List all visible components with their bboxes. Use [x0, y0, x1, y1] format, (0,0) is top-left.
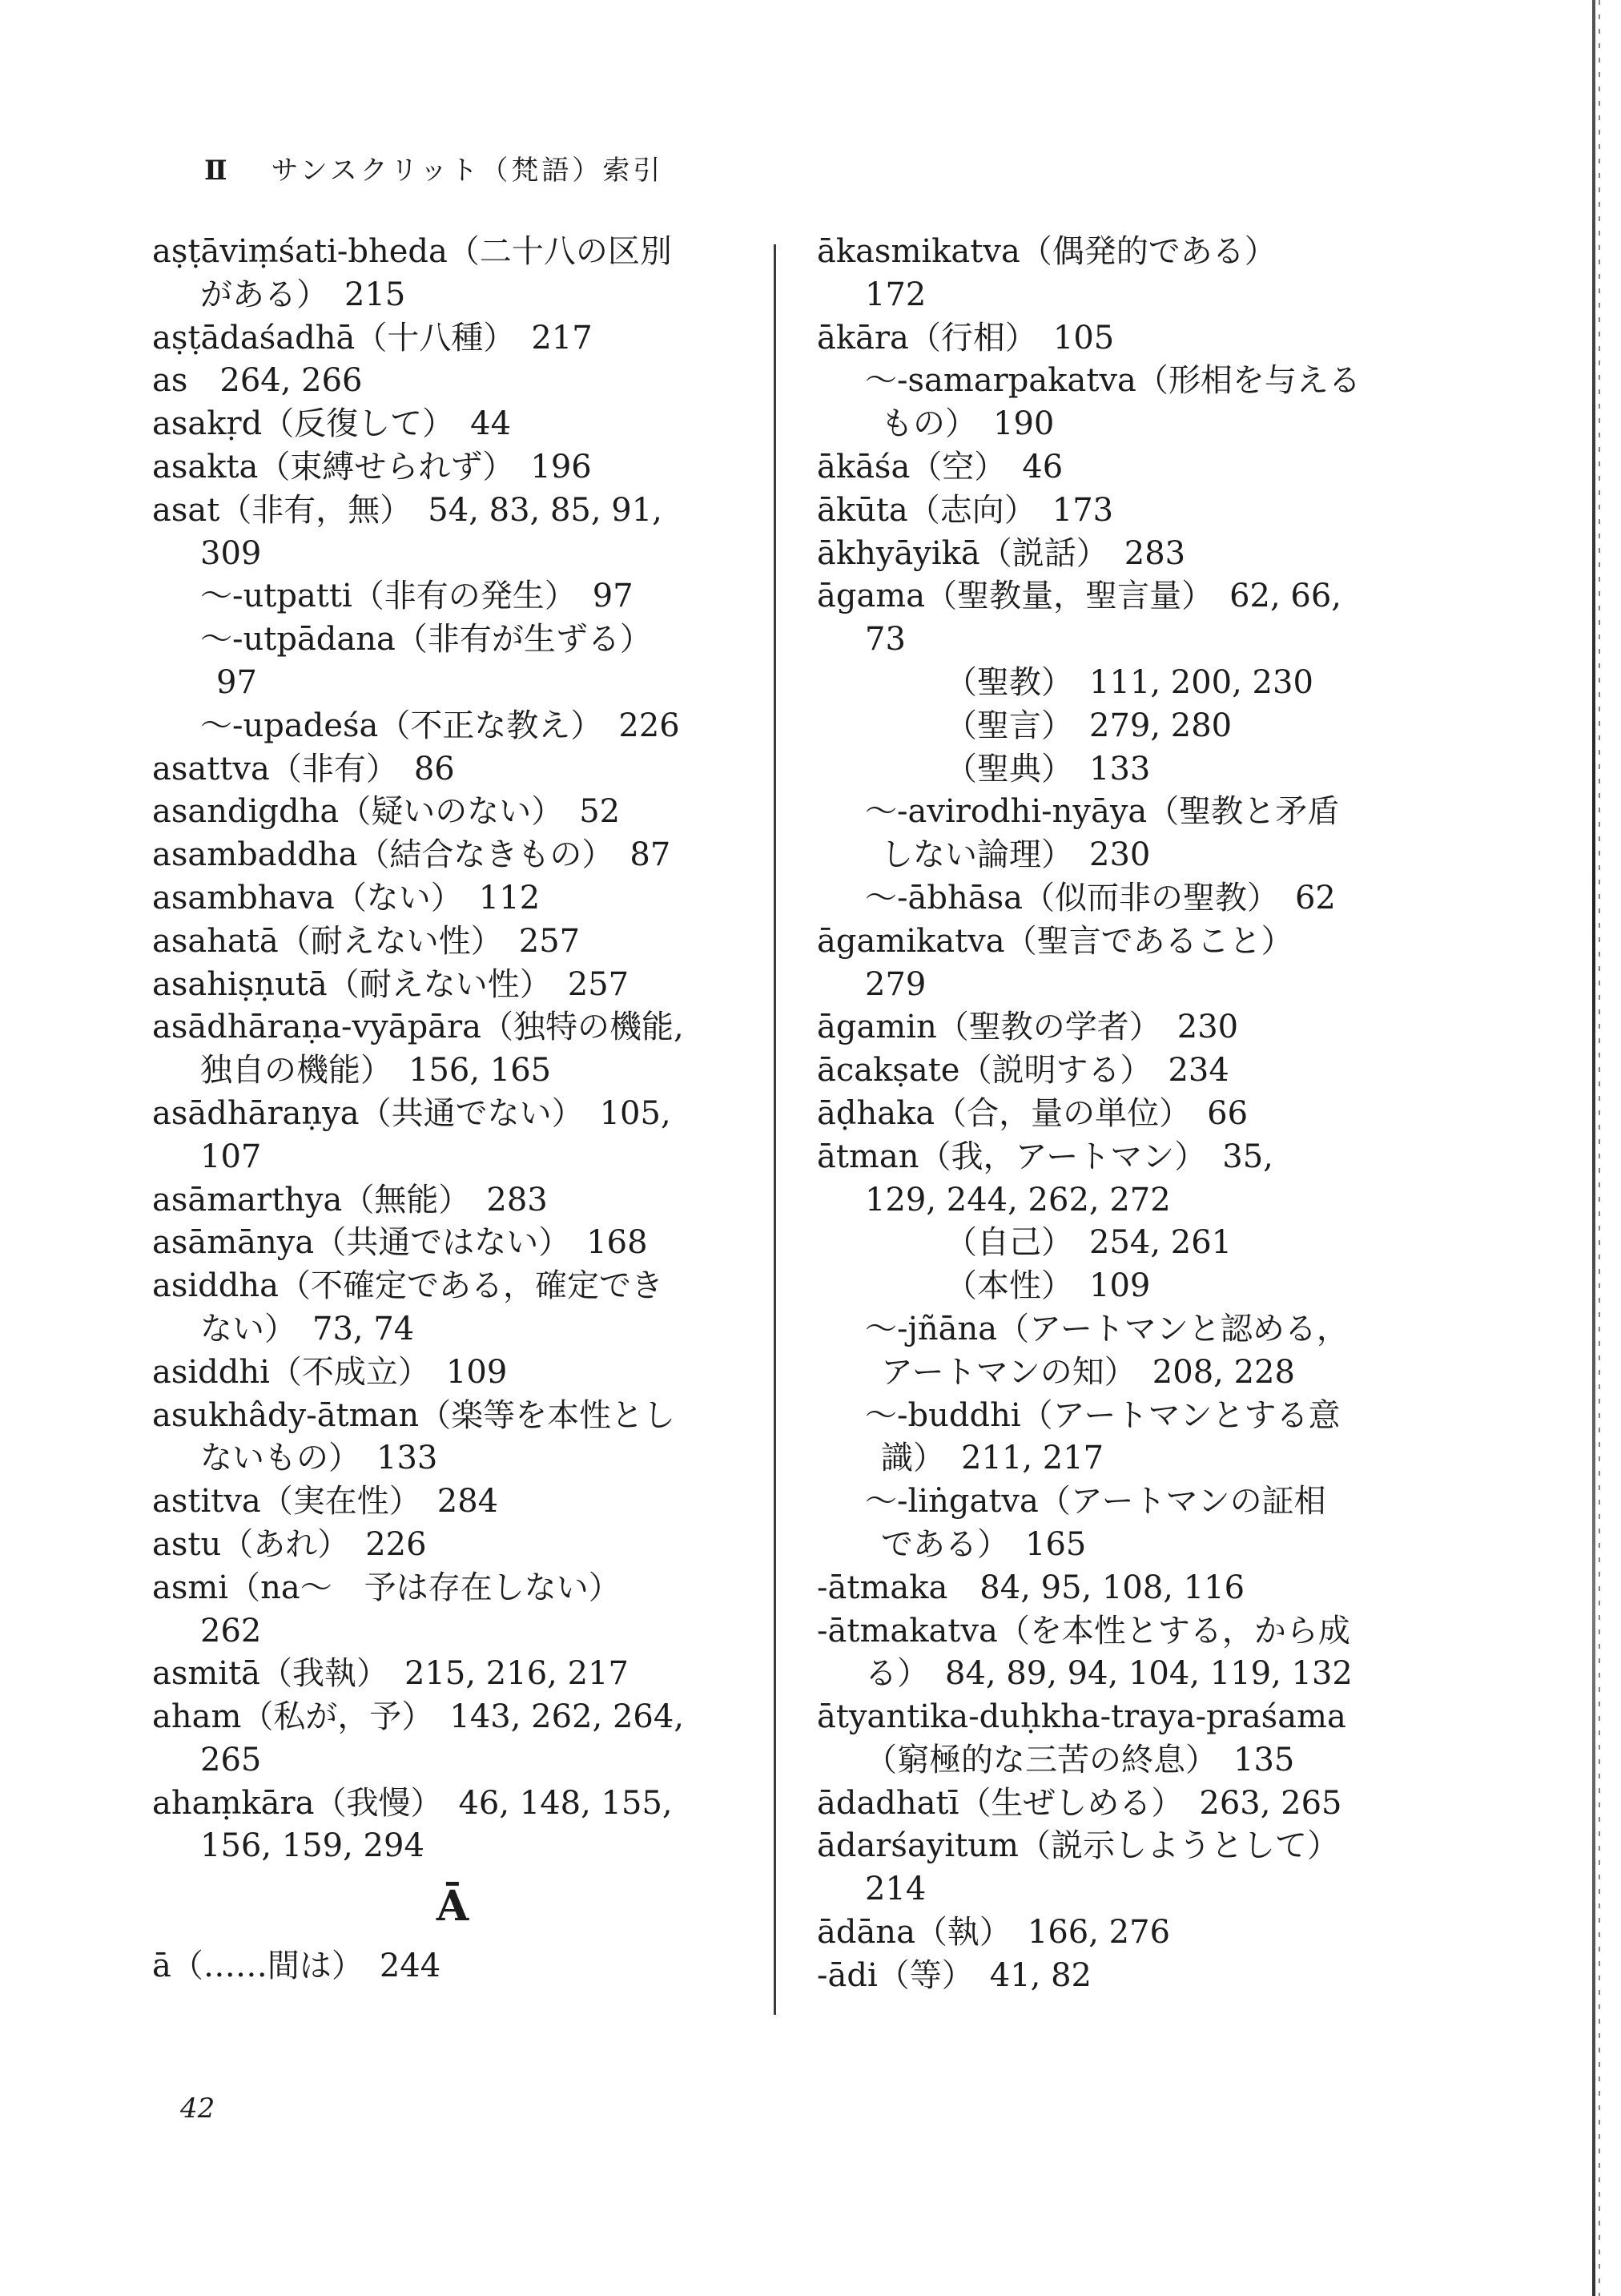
index-entry: asat（非有，無） 54, 83, 85, 91,	[152, 491, 662, 529]
index-entry-continuation: 265	[200, 1741, 262, 1778]
index-entry-continuation: ～-upadeśa（不正な教え） 226	[200, 707, 680, 744]
index-entry-continuation: （窮極的な三苦の終息） 135	[865, 1741, 1295, 1778]
index-entry: ākasmikatva（偶発的である）	[817, 233, 1277, 270]
index-entry-continuation: ないもの） 133	[200, 1440, 438, 1477]
index-entry-continuation: 73	[865, 621, 906, 659]
running-header	[204, 148, 663, 187]
index-entry: asmitā（我執） 215, 216, 217	[152, 1655, 629, 1693]
index-entry: ākhyāyikā（説話） 283	[817, 534, 1186, 572]
index-entry: ātman（我，アートマン） 35,	[817, 1138, 1273, 1175]
index-entry-continuation: ～-avirodhi-nyāya（聖教と矛盾	[865, 793, 1340, 831]
index-entry-continuation: 156, 159, 294	[200, 1827, 424, 1865]
index-entry: asādhāraṇa-vyāpāra（独特の機能,	[152, 1009, 684, 1046]
index-entry: as 264, 266	[152, 362, 363, 400]
index-entry-continuation: 129, 244, 262, 272	[865, 1181, 1171, 1218]
index-entry: āgamin（聖教の学者） 230	[817, 1009, 1239, 1046]
index-entry-continuation: 262	[200, 1612, 262, 1649]
index-entry: ādāna（執） 166, 276	[817, 1914, 1171, 1952]
index-entry: ā（……間は） 244	[152, 1948, 441, 1985]
index-entry: ākāśa（空） 46	[817, 448, 1064, 485]
index-entry-continuation: ない） 73, 74	[200, 1310, 415, 1347]
column-divider	[774, 244, 776, 2015]
index-entry: aṣṭāviṃśati-bheda（二十八の区別	[152, 233, 672, 270]
index-entry-continuation: ～-utpādana（非有が生ずる）	[200, 621, 652, 659]
index-entry: asukhâdy-ātman（楽等を本性とし	[152, 1396, 676, 1434]
index-entry-continuation: 309	[200, 534, 262, 572]
index-entry-continuation: 97	[216, 663, 257, 701]
index-entry: asahiṣṇutā（耐えない性） 257	[152, 965, 629, 1003]
index-entry: asambhava（ない） 112	[152, 879, 541, 916]
index-entry-continuation: （聖言） 279, 280	[945, 707, 1233, 744]
index-entry-continuation: である） 165	[881, 1525, 1087, 1563]
index-entry-continuation: （聖教） 111, 200, 230	[945, 663, 1313, 701]
index-entry: āgamikatva（聖言であること）	[817, 922, 1293, 960]
index-entry-continuation: （本性） 109	[945, 1267, 1151, 1305]
index-entry: astu（あれ） 226	[152, 1525, 427, 1563]
index-entry-continuation: ～-liṅgatva（アートマンの証相	[865, 1483, 1326, 1521]
section-heading: Ā	[436, 1882, 469, 1931]
binding-edge-speckle	[1599, 0, 1600, 2296]
index-entry-continuation: 識） 211, 217	[881, 1440, 1104, 1477]
index-entry-continuation: 独自の機能） 156, 165	[200, 1052, 552, 1090]
index-entry: ākūta（志向） 173	[817, 491, 1114, 529]
index-entry-continuation: 214	[865, 1871, 927, 1908]
index-entry-continuation: ～-ābhāsa（似而非の聖教） 62	[865, 879, 1336, 916]
binding-edge-shadow	[1592, 0, 1595, 2296]
index-entry-continuation: ～-jñāna（アートマンと認める，	[865, 1310, 1349, 1347]
index-entry-continuation: （聖典） 133	[945, 750, 1151, 787]
index-entry-continuation: る） 84, 89, 94, 104, 119, 132	[865, 1655, 1353, 1693]
index-entry: ātyantika-duḥkha-traya-praśama	[817, 1698, 1346, 1736]
header-title: サンスクリット（梵語）索引	[271, 155, 664, 187]
index-entry: asādhāraṇya（共通でない） 105,	[152, 1094, 671, 1132]
index-entry: āḍhaka（合，量の単位） 66	[817, 1094, 1249, 1132]
index-entry: asāmānya（共通ではない） 168	[152, 1224, 648, 1262]
index-entry: asāmarthya（無能） 283	[152, 1181, 548, 1218]
index-entry: ācakṣate（説明する） 234	[817, 1052, 1229, 1090]
index-entry: asmi（na～ 予は存在しない）	[152, 1569, 621, 1606]
index-entry-continuation: （自己） 254, 261	[945, 1224, 1233, 1262]
right-index-column	[817, 231, 1426, 1998]
index-entry: asakṛd（反復して） 44	[152, 405, 512, 443]
left-index-column	[152, 231, 769, 1988]
index-entry-continuation: 279	[865, 965, 927, 1003]
index-entry: asandigdha（疑いのない） 52	[152, 793, 621, 831]
index-entry: -ātmaka 84, 95, 108, 116	[817, 1569, 1245, 1606]
page-number: 42	[180, 2093, 215, 2125]
index-entry: asiddha（不確定である，確定でき	[152, 1267, 663, 1305]
index-entry: āgama（聖教量，聖言量） 62, 66,	[817, 578, 1342, 615]
index-entry-continuation: ～-utpatti（非有の発生） 97	[200, 578, 634, 615]
index-entry-continuation: ～-buddhi（アートマンとする意	[865, 1396, 1341, 1434]
index-entry: -ātmakatva（を本性とする，から成	[817, 1612, 1350, 1649]
index-entry-continuation: アートマンの知） 208, 228	[881, 1353, 1295, 1391]
index-entry-continuation: しない論理） 230	[881, 836, 1151, 874]
index-entry: asiddhi（不成立） 109	[152, 1353, 508, 1391]
index-entry-continuation: 172	[865, 276, 927, 313]
index-entry-continuation: 107	[200, 1138, 262, 1175]
index-entry: asakta（束縛せられず） 196	[152, 448, 592, 485]
index-entry-continuation: がある） 215	[200, 276, 406, 313]
index-entry-continuation: ～-samarpakatva（形相を与える	[865, 362, 1361, 400]
index-entry: ahaṃkāra（我慢） 46, 148, 155,	[152, 1784, 673, 1822]
index-entry-continuation: もの） 190	[881, 405, 1055, 443]
index-entry: asahatā（耐えない性） 257	[152, 922, 581, 960]
index-entry: ādadhatī（生ぜしめる） 263, 265	[817, 1784, 1342, 1822]
index-entry: asambaddha（結合なきもの） 87	[152, 836, 671, 874]
index-entry: aṣṭādaśadhā（十八種） 217	[152, 319, 593, 356]
index-entry: ādarśayitum（説示しようとして）	[817, 1827, 1339, 1865]
index-entry: asattva（非有） 86	[152, 750, 455, 787]
index-entry: aham（私が，予） 143, 262, 264,	[152, 1698, 685, 1736]
index-entry: ākāra（行相） 105	[817, 319, 1115, 356]
section-number: Ⅱ	[204, 155, 231, 187]
index-entry: astitva（実在性） 284	[152, 1483, 499, 1521]
index-entry: -ādi（等） 41, 82	[817, 1956, 1092, 1994]
